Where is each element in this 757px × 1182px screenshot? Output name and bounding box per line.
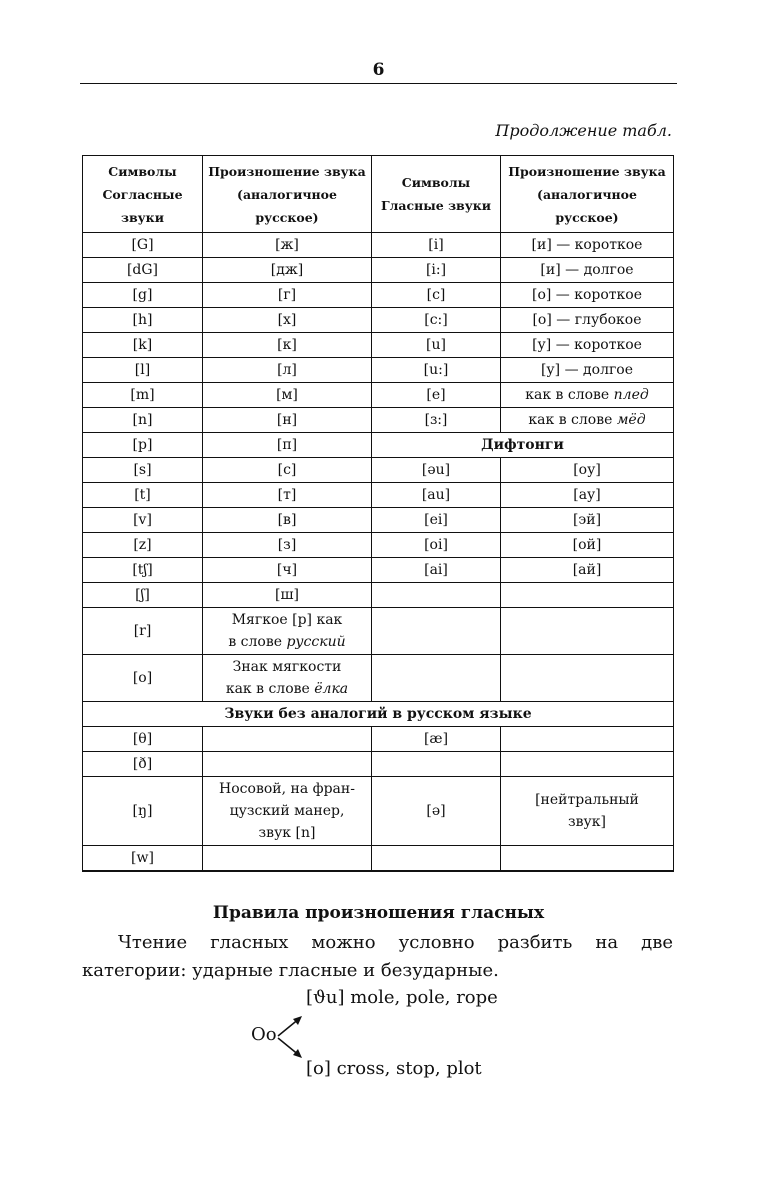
table-row: [83, 583, 674, 608]
vowel-symbol: [oi]: [372, 533, 501, 558]
consonant-pronunciation: [з]: [203, 533, 372, 558]
vowel-pronunciation: [501, 655, 674, 702]
consonant-symbol: [m]: [83, 383, 203, 408]
consonant-pronunciation: Знак мягкости как в слове ёлка: [203, 655, 372, 702]
example-stressed-long: [ϑu] mole, pole, rope: [306, 987, 498, 1008]
header-consonant-symbols: Символы Согласные звуки: [83, 156, 203, 233]
vowel-pronunciation: [501, 846, 674, 872]
consonant-symbol: [v]: [83, 508, 203, 533]
consonant-symbol: [s]: [83, 458, 203, 483]
table-row: [83, 283, 674, 308]
vowel-symbol: [ei]: [372, 508, 501, 533]
body-paragraph: Чтение гласных можно условно разбить на две категории: ударные гласные и безударные.: [82, 932, 673, 981]
table-row: [83, 727, 674, 752]
table-row: [83, 655, 674, 702]
consonant-pronunciation: [л]: [203, 358, 372, 383]
vowel-pronunciation: [о] — короткое: [501, 283, 674, 308]
table-row: [83, 508, 674, 533]
consonant-symbol: [z]: [83, 533, 203, 558]
vowel-pronunciation: [501, 583, 674, 608]
consonant-symbol: [l]: [83, 358, 203, 383]
diphthongs-heading: Дифтонги: [372, 433, 674, 458]
consonant-symbol: [ŋ]: [83, 777, 203, 846]
consonant-pronunciation: [м]: [203, 383, 372, 408]
table-row: [83, 258, 674, 283]
header-consonant-pronunciation: Произношение звука (аналогичное русское): [203, 156, 372, 233]
vowel-symbol: [ɜ:]: [372, 408, 501, 433]
phonetics-table: [82, 155, 674, 872]
vowel-symbol: [372, 608, 501, 655]
table-row: [83, 608, 674, 655]
consonant-symbol: [dG]: [83, 258, 203, 283]
table-row: [83, 752, 674, 777]
consonant-pronunciation: [к]: [203, 333, 372, 358]
vowel-pronunciation: [и] — короткое: [501, 233, 674, 258]
vowel-pronunciation: [и] — долгое: [501, 258, 674, 283]
consonant-symbol: [h]: [83, 308, 203, 333]
consonant-symbol: [n]: [83, 408, 203, 433]
vowel-pronunciation: [у] — долгое: [501, 358, 674, 383]
no-analog-heading: Звуки без аналогий в русском языке: [83, 702, 674, 727]
consonant-symbol: [ð]: [83, 752, 203, 777]
vowel-symbol: [c]: [372, 283, 501, 308]
example-stressed-short: [o] cross, stop, plot: [306, 1058, 482, 1079]
table-header-row: [83, 156, 674, 233]
vowel-pronunciation: [501, 727, 674, 752]
table-row: [83, 702, 674, 727]
vowel-symbol: [372, 752, 501, 777]
vowel-symbol: [au]: [372, 483, 501, 508]
header-vowel-pronunciation: Произношение звука (аналогичное русское): [501, 156, 674, 233]
consonant-pronunciation: [н]: [203, 408, 372, 433]
consonant-pronunciation: [203, 846, 372, 872]
consonant-pronunciation: [г]: [203, 283, 372, 308]
consonant-pronunciation: [203, 752, 372, 777]
consonant-pronunciation: [ш]: [203, 583, 372, 608]
consonant-pronunciation: [203, 727, 372, 752]
header-vowel-symbols: Символы Гласные звуки: [372, 156, 501, 233]
consonant-symbol: [w]: [83, 846, 203, 872]
vowel-symbol: [ai]: [372, 558, 501, 583]
vowel-symbol: [372, 583, 501, 608]
consonant-pronunciation: Носовой, на фран- цузский манер, звук [n]: [203, 777, 372, 846]
vowel-pronunciation: [ау]: [501, 483, 674, 508]
vowel-pronunciation: [о] — глубокое: [501, 308, 674, 333]
table-row: [83, 533, 674, 558]
consonant-symbol: [tʃ]: [83, 558, 203, 583]
section-heading: Правила произношения гласных: [212, 903, 545, 923]
table-row: [83, 777, 674, 846]
table-row: [83, 308, 674, 333]
vowel-symbol: [i]: [372, 233, 501, 258]
consonant-pronunciation: [в]: [203, 508, 372, 533]
vowel-symbol: [i:]: [372, 258, 501, 283]
vowel-pronunciation: [501, 608, 674, 655]
consonant-symbol: [p]: [83, 433, 203, 458]
table-row: [83, 233, 674, 258]
consonant-pronunciation: [п]: [203, 433, 372, 458]
table-row: [83, 433, 674, 458]
table-caption: Продолжение табл.: [495, 121, 672, 140]
vowel-symbol: [u]: [372, 333, 501, 358]
consonant-pronunciation: [дж]: [203, 258, 372, 283]
consonant-symbol: [ʃ]: [83, 583, 203, 608]
consonant-symbol: [G]: [83, 233, 203, 258]
consonant-symbol: [r]: [83, 608, 203, 655]
table-row: [83, 408, 674, 433]
vowel-symbol: [e]: [372, 383, 501, 408]
consonant-pronunciation: [х]: [203, 308, 372, 333]
vowel-symbol: [ə]: [372, 777, 501, 846]
vowel-symbol: [əu]: [372, 458, 501, 483]
consonant-pronunciation: [с]: [203, 458, 372, 483]
vowel-pronunciation: [501, 752, 674, 777]
table-row: [83, 358, 674, 383]
table-row: [83, 458, 674, 483]
vowel-symbol: [372, 655, 501, 702]
consonant-symbol: [g]: [83, 283, 203, 308]
page-number: 6: [372, 60, 385, 80]
vowel-symbol: [u:]: [372, 358, 501, 383]
table-row: [83, 483, 674, 508]
table-row: [83, 333, 674, 358]
example-letter: Oo: [251, 1024, 277, 1045]
consonant-pronunciation: [т]: [203, 483, 372, 508]
vowel-symbol: [æ]: [372, 727, 501, 752]
consonant-symbol: [k]: [83, 333, 203, 358]
vowel-symbol: [372, 846, 501, 872]
vowel-symbol: [c:]: [372, 308, 501, 333]
table-row: [83, 383, 674, 408]
vowel-pronunciation: [оу]: [501, 458, 674, 483]
vowel-pronunciation: как в слове плед: [501, 383, 674, 408]
vowel-pronunciation: [ой]: [501, 533, 674, 558]
vowel-pronunciation: [нейтральный звук]: [501, 777, 674, 846]
header-rule: [80, 83, 677, 84]
vowel-pronunciation: [у] — короткое: [501, 333, 674, 358]
branch-arrows-icon: [276, 1012, 306, 1062]
consonant-pronunciation: [ж]: [203, 233, 372, 258]
consonant-symbol: [t]: [83, 483, 203, 508]
consonant-pronunciation: [ч]: [203, 558, 372, 583]
consonant-pronunciation: Мягкое [р] как в слове русский: [203, 608, 372, 655]
table-row: [83, 846, 674, 872]
vowel-pronunciation: как в слове мёд: [501, 408, 674, 433]
consonant-symbol: [θ]: [83, 727, 203, 752]
table-row: [83, 558, 674, 583]
vowel-pronunciation: [ай]: [501, 558, 674, 583]
vowel-pronunciation: [эй]: [501, 508, 674, 533]
consonant-symbol: [o]: [83, 655, 203, 702]
